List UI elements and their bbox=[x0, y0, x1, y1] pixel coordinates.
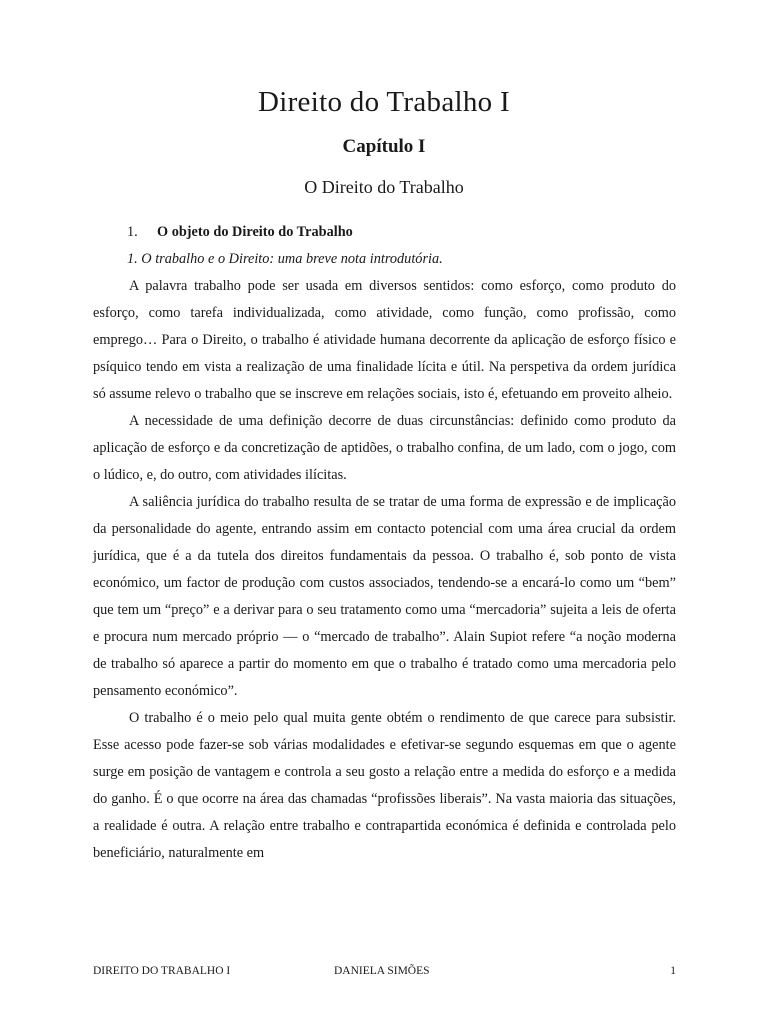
document-body bbox=[93, 219, 676, 867]
section-number: 1. bbox=[127, 224, 138, 240]
paragraph: O trabalho é o meio pelo qual muita gente obtém o rendimento de que carece para subsistir. Esse acesso pode fazer-se sob várias modalidades e efetivar-se segundo esquemas em que o agente surge em posição de vantagem e controla a seu gosto a relação entre a medida do esforço e a medida do ganho. É o que ocorre na área das chamadas “profissões liberais”. Na vasta maioria das situações, a realidade é outra. A relação entre trabalho e contrapartida económica é definida e controlada pelo beneficiário, naturalmente em bbox=[93, 710, 676, 861]
section-title: O objeto do Direito do Trabalho bbox=[157, 224, 353, 240]
footer-course-title: DIREITO DO TRABALHO I bbox=[93, 965, 231, 977]
paragraph: A palavra trabalho pode ser usada em diversos sentidos: como esforço, como produto do esforço, como tarefa individualizada, como atividade, como função, como profissão, como emprego… Para o Direito, o trabalho é atividade humana decorrente da aplicação de esforço físico e psíquico tendo em vista a realização de uma finalidade lícita e útil. Na perspetiva da ordem jurídica só assume relevo o trabalho que se inscreve em relações sociais, isto é, efetuando em proveito alheio. bbox=[93, 278, 676, 402]
page-footer bbox=[93, 965, 676, 983]
footer-page-number: 1 bbox=[670, 965, 676, 977]
footer-author: DANIELA SIMÕES bbox=[334, 965, 430, 977]
section-heading bbox=[93, 219, 676, 246]
subsection-heading: 1. O trabalho e o Direito: uma breve nota introdutória. bbox=[127, 251, 443, 267]
document-title: Direito do Trabalho I bbox=[258, 86, 510, 118]
chapter-subtitle: O Direito do Trabalho bbox=[304, 177, 464, 197]
chapter-heading: Capítulo I bbox=[342, 136, 426, 157]
paragraph: A saliência jurídica do trabalho resulta de se tratar de uma forma de expressão e de implicação da personalidade do agente, entrando assim em contacto potencial com uma área crucial da ordem jurídica, que é a da tutela dos direitos fundamentais da pessoa. O trabalho é, sob ponto de vista económico, um factor de produção com custos associados, tendendo-se a encará-lo como um “bem” que tem um “preço” e a derivar para o seu tratamento como uma “mercadoria” sujeita a leis de oferta e procura num mercado próprio — o “mercado de trabalho”. Alain Supiot refere “a noção moderna de trabalho só aparece a partir do momento em que o trabalho é tratado como uma mercadoria pelo pensamento económico”. bbox=[93, 494, 676, 699]
paragraph: A necessidade de uma definição decorre de duas circunstâncias: definido como produto da aplicação de esforço e da concretização de aptidões, o trabalho confina, de um lado, com o jogo, com o lúdico, e, do outro, com atividades ilícitas. bbox=[93, 413, 676, 483]
